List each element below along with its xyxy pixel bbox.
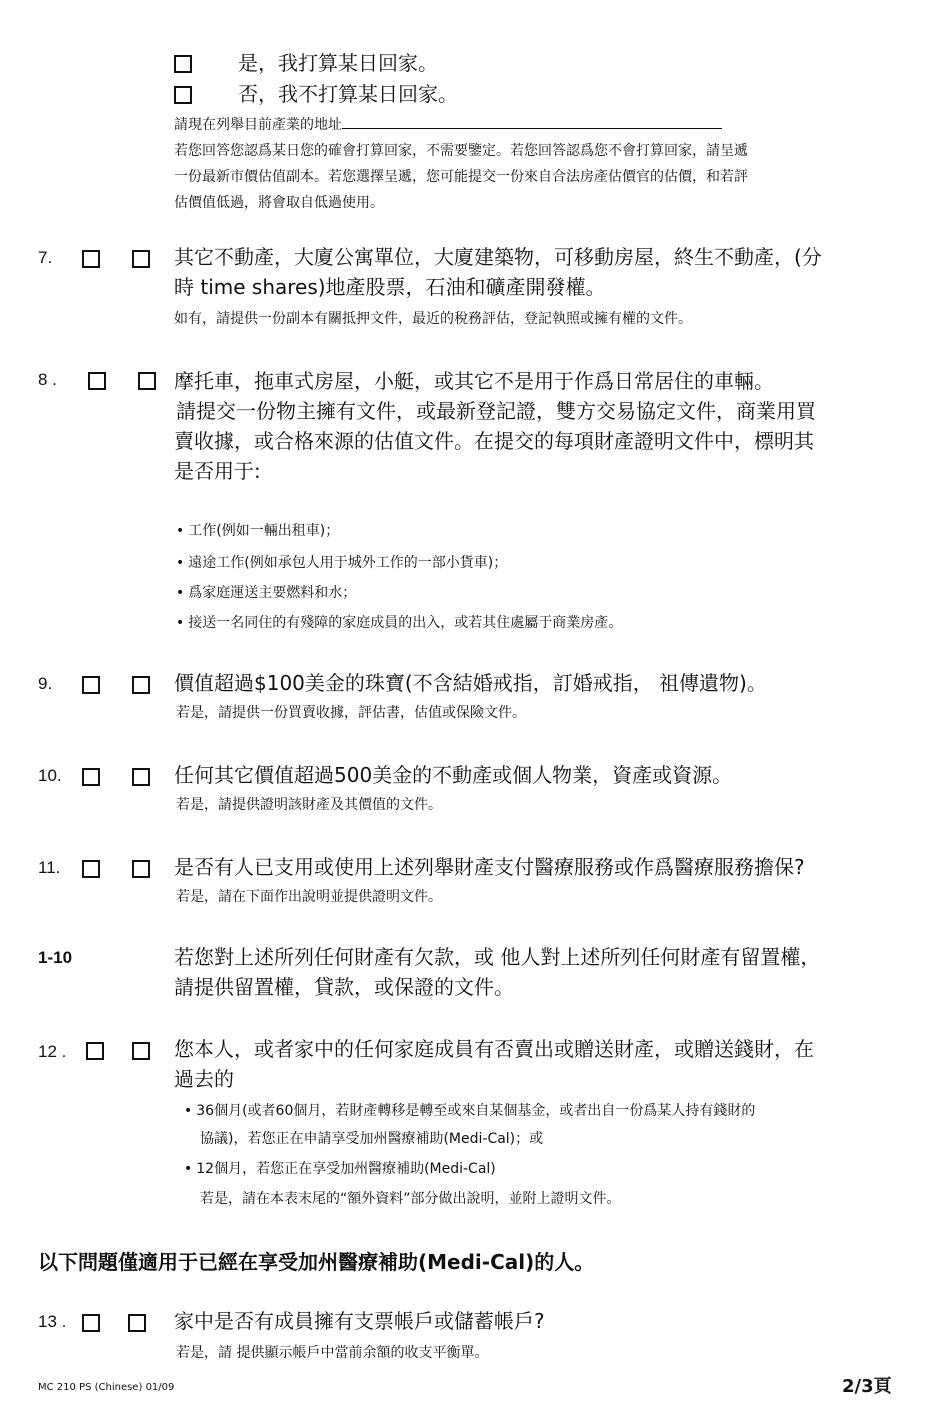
q7-line2: 時 time shares)地產股票，石油和礦產開發權。 (174, 275, 606, 299)
q10-yes-checkbox[interactable] (82, 768, 100, 786)
q13-line1: 家中是否有成員擁有支票帳戶或儲蓄帳戶? (174, 1309, 545, 1333)
address-label: 請現在列舉目前產業的地址 (174, 117, 342, 133)
q11-note: 若是，請在下面作出說明並提供證明文件。 (176, 889, 442, 905)
q8-line2: 請提交一份物主擁有文件，或最新登記證，雙方交易協定文件，商業用買 (176, 399, 816, 423)
q13-number: 13 . (38, 1312, 67, 1331)
q8-bullet-2: • 遠途工作(例如承包人用于城外工作的一部小貨車)； (176, 550, 507, 576)
q13-note: 若是，請 提供顯示帳戶中當前余額的收支平衡單。 (176, 1345, 489, 1361)
option-yes-label: 是，我打算某日回家。 (238, 51, 438, 75)
q12-bullet2: • 12個月，若您正在享受加州醫療補助(Medi-Cal) (184, 1156, 496, 1182)
q9-number: 9. (38, 674, 53, 693)
top-para-line3: 估價值低過，將會取自低過使用。 (174, 195, 384, 211)
q10-note: 若是，請提供證明該財產及其價值的文件。 (176, 797, 442, 813)
q8-line1: 摩托車，拖車式房屋，小艇，或其它不是用于作爲日常居住的車輛。 (174, 369, 774, 393)
q9-note: 若是，請提供一份買賣收據，評估書，估值或保險文件。 (176, 705, 526, 721)
q12-number: 12 . (38, 1042, 67, 1061)
no-checkbox[interactable] (174, 86, 192, 104)
footer-form-info (38, 1382, 174, 1393)
page-number: 2/3頁 (842, 1376, 892, 1397)
q11-number: 11. (38, 858, 61, 877)
q10-number: 10. (38, 766, 62, 785)
q8-line4: 是否用于: (174, 459, 261, 483)
q8-bullet-1: • 工作(例如一輛出租車)； (176, 518, 339, 544)
q12-bullet1-line1: • 36個月(或者60個月，若財產轉移是轉至或來自某個基金，或者出自一份爲某人持有錢財的 (184, 1098, 755, 1124)
q11-line1: 是否有人已支用或使用上述列舉財產支付醫療服務或作爲醫療服務擔保? (174, 855, 805, 879)
q8-number: 8 . (38, 370, 57, 389)
range-line2: 請提供留置權，貸款，或保證的文件。 (174, 975, 514, 999)
q8-bullet-4: • 接送一名同住的有殘障的家庭成員的出入，或若其住處屬于商業房產。 (176, 610, 622, 636)
q12-line1: 您本人，或者家中的任何家庭成員有否賣出或贈送財產，或贈送錢財，在 (174, 1037, 814, 1061)
q9-no-checkbox[interactable] (132, 676, 150, 694)
section-heading: 以下問題僅適用于已經在享受加州醫療補助(Medi-Cal)的人。 (38, 1250, 595, 1274)
footer-form-id: MC 210 PS (Chinese) (38, 1382, 143, 1393)
q8-line3: 賣收據，或合格來源的估值文件。在提交的每項財產證明文件中，標明其 (174, 429, 814, 453)
q11-yes-checkbox[interactable] (82, 860, 100, 878)
q7-yes-checkbox[interactable] (82, 250, 100, 268)
footer-form-date: 01/09 (145, 1382, 175, 1393)
q8-bullet-3: • 爲家庭運送主要燃料和水； (176, 580, 356, 606)
q9-yes-checkbox[interactable] (82, 676, 100, 694)
yes-checkbox[interactable] (174, 55, 192, 73)
q10-no-checkbox[interactable] (132, 768, 150, 786)
address-row (174, 112, 722, 138)
q9-line1: 價值超過$100美金的珠寶(不含結婚戒指，訂婚戒指， 祖傳遺物)。 (174, 671, 767, 695)
q12-bullet1-line2: 協議)，若您正在申請享受加州醫療補助(Medi-Cal)；或 (200, 1131, 544, 1147)
q7-line1: 其它不動產，大廈公寓單位，大廈建築物，可移動房屋，終生不動產，(分 (174, 245, 822, 269)
q10-line1: 任何其它價值超過500美金的不動產或個人物業，資產或資源。 (174, 763, 733, 787)
q13-yes-checkbox[interactable] (82, 1314, 100, 1332)
option-no-label: 否，我不打算某日回家。 (238, 82, 458, 106)
q7-no-checkbox[interactable] (132, 250, 150, 268)
q11-no-checkbox[interactable] (132, 860, 150, 878)
top-para-line1: 若您回答您認爲某日您的確會打算回家，不需要鑒定。若您回答認爲您不會打算回家，請呈遞 (174, 143, 748, 159)
q8-no-checkbox[interactable] (138, 372, 156, 390)
q12-line2: 過去的 (174, 1067, 234, 1091)
q8-yes-checkbox[interactable] (88, 372, 106, 390)
q13-no-checkbox[interactable] (128, 1314, 146, 1332)
top-para-line2: 一份最新市價估值副本。若您選擇呈遞，您可能提交一份來自合法房產估價官的估價，和若評 (174, 169, 748, 185)
range-line1: 若您對上述所列任何財產有欠款，或 他人對上述所列任何財產有留置權， (174, 945, 821, 969)
q12-note: 若是，請在本表末尾的“額外資料”部分做出說明，並附上證明文件。 (200, 1191, 621, 1207)
q12-yes-checkbox[interactable] (86, 1042, 104, 1060)
q7-number: 7. (38, 248, 53, 267)
q12-no-checkbox[interactable] (132, 1042, 150, 1060)
range-label: 1-10 (38, 948, 73, 967)
q7-note: 如有，請提供一份副本有關抵押文件，最近的稅務評估，登記執照或擁有權的文件。 (174, 311, 692, 327)
address-input-line[interactable] (342, 114, 722, 129)
